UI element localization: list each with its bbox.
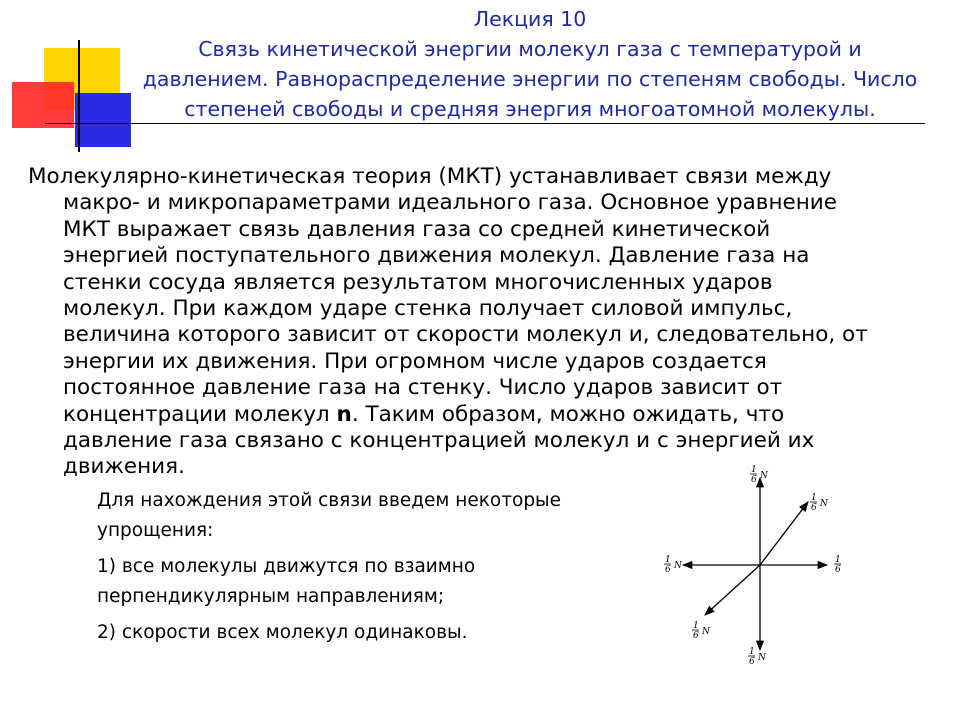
label-left	[664, 555, 683, 575]
svg-text:6: 6	[835, 565, 841, 575]
svg-text:1: 1	[751, 465, 757, 475]
title-line: Связь кинетической энергии молекул газа с температурой и	[198, 37, 862, 61]
svg-text:1: 1	[811, 493, 817, 503]
svg-text:6: 6	[665, 565, 671, 575]
paragraph-line: движения.	[63, 454, 185, 480]
simplification-intro-line: упрощения:	[97, 520, 214, 541]
molecule-directions-diagram	[655, 460, 855, 675]
paragraph-line: давление газа связано с концентрацией молекул и с энергией их	[63, 428, 815, 454]
svg-text:N: N	[758, 653, 766, 663]
title-line: Лекция 10	[473, 7, 587, 31]
svg-text:N: N	[674, 561, 682, 571]
svg-text:N: N	[702, 627, 710, 637]
paragraph-line: Молекулярно-кинетическая теория (МКТ) устанавливает связи между	[28, 164, 832, 189]
svg-text:1: 1	[665, 555, 671, 565]
paragraph-line	[28, 402, 943, 428]
svg-text:N: N	[760, 471, 768, 481]
deco-vertical-line	[78, 40, 80, 152]
main-paragraph	[28, 164, 943, 481]
deco-blue-square	[75, 93, 131, 147]
deco-red-square	[12, 82, 74, 128]
paragraph-line: МКТ выражает связь давления газа со средней кинетической	[63, 216, 771, 242]
paragraph-line: стенки сосуда является результатом многочисленных ударов	[63, 269, 773, 295]
text-span: . Таким образом, можно ожидать, что	[351, 401, 785, 427]
arrow-down-left	[705, 565, 760, 615]
svg-text:6: 6	[751, 475, 757, 485]
title-line: давлением. Равнораспределение энергии по степеням свободы. Число	[142, 67, 918, 91]
paragraph-line: постоянное давление газа на стенку. Число ударов зависит от	[63, 375, 783, 401]
label-down	[748, 647, 767, 667]
paragraph-line: энергии их движения. При огромном числе ударов создается	[63, 348, 767, 374]
paragraph-line: макро- и микропараметрами идеального газа. Основное уравнение	[63, 190, 837, 216]
svg-text:1: 1	[693, 621, 699, 631]
text-span: концентрации молекул	[63, 401, 337, 427]
arrow-up-right	[760, 502, 808, 565]
svg-text:N: N	[820, 499, 828, 509]
svg-text:6: 6	[749, 657, 755, 667]
svg-text:1: 1	[835, 555, 841, 565]
simplification-intro-line: Для нахождения этой связи введем некоторые	[97, 490, 562, 511]
label-down-left	[692, 621, 711, 641]
simplification-item-1: 1) все молекулы движутся по взаимно	[97, 556, 476, 577]
simplification-item-2: 2) скорости всех молекул одинаковы.	[97, 622, 468, 643]
svg-text:6: 6	[693, 631, 699, 641]
label-right	[834, 555, 841, 575]
label-up-right	[810, 493, 829, 513]
simplification-item-1: перпендикулярным направлениям;	[97, 586, 445, 607]
paragraph-line: величина которого зависит от скорости молекул и, следовательно, от	[63, 322, 868, 348]
title-line: степеней свободы и средняя энергия многоатомной молекулы.	[184, 97, 876, 121]
paragraph-line: молекул. При каждом ударе стенка получает силовой импульс,	[63, 296, 793, 322]
slide-title	[130, 4, 930, 124]
svg-text:6: 6	[811, 503, 817, 513]
concentration-symbol: n	[336, 401, 352, 427]
paragraph-line: энергией поступательного движения молекул. Давление газа на	[63, 243, 810, 269]
svg-text:1: 1	[749, 647, 755, 657]
